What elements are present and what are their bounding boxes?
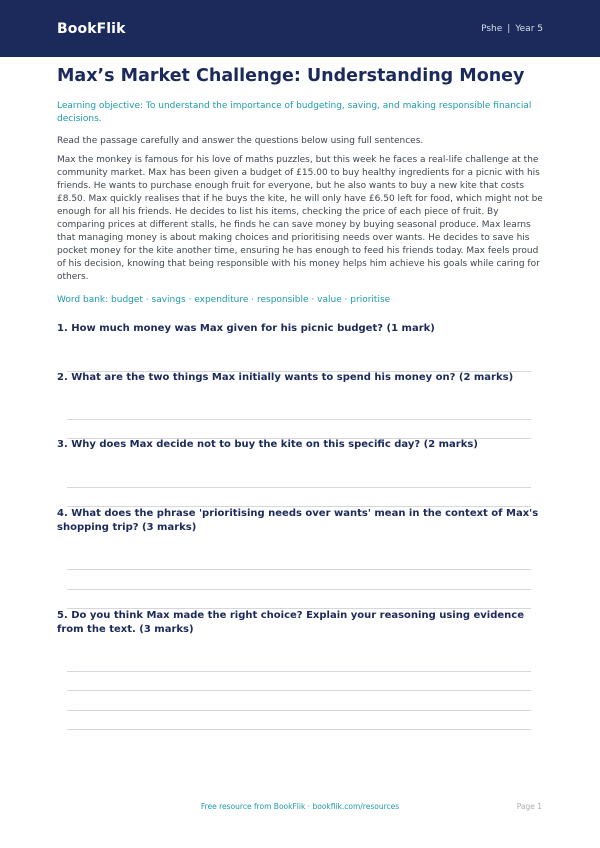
question-2: 2. What are the two things Max initially wants to spend his money on? (2 marks) xyxy=(57,372,514,383)
answer-line[interactable] xyxy=(67,690,531,691)
answer-line[interactable] xyxy=(67,419,531,420)
answer-line[interactable] xyxy=(67,710,531,711)
answer-line[interactable] xyxy=(67,487,531,488)
learning-objective: Learning objective: To understand the importance of budgeting, saving, and making responsible financial decisions. xyxy=(57,101,532,124)
header-bar xyxy=(0,0,600,57)
page-number: Page 1 xyxy=(516,802,542,811)
answer-line[interactable] xyxy=(67,729,531,730)
question-5: 5. Do you think Max made the right choice? Explain your reasoning using evidence from the text. (3 marks) xyxy=(57,610,524,635)
instructions: Read the passage carefully and answer the questions below using full sentences. xyxy=(57,136,424,146)
answer-line[interactable] xyxy=(67,569,531,570)
answer-line[interactable] xyxy=(67,671,531,672)
year-label: Year 5 xyxy=(515,23,543,34)
reading-passage: Max the monkey is famous for his love of maths puzzles, but this week he faces a real-life challenge at the community market. Max has been given a budget of £15.00 to buy healthy ingredients for a picnic with his friends. He wants to purchase enough fruit for everyone, but he also wants to buy a new kite that costs £8.50. Max quickly realises that if he buys the kite, he will only have £6.50 left for food, which might not be enough for all his friends. He decides to list his items, checking the price of each piece of fruit. By comparing prices at different stalls, he finds he can save money by buying seasonal produce. Max learns that managing money is about making choices and prioritising needs over wants. He decides to save his pocket money for the kite another time, ensuring he has enough to feed his friends today. Max feels proud of his decision, knowing that being responsible with his money helps him achieve his goals while caring for others. xyxy=(57,155,543,282)
word-bank: Word bank: budget · savings · expenditure · responsible · value · prioritise xyxy=(57,295,391,305)
question-4: 4. What does the phrase 'prioritising needs over wants' mean in the context of Max's shopping trip? (3 marks) xyxy=(57,508,539,533)
page-title: Max’s Market Challenge: Understanding Money xyxy=(57,66,525,86)
meta-separator: | xyxy=(507,23,511,34)
worksheet-intro xyxy=(57,65,543,307)
question-3: 3. Why does Max decide not to buy the kite on this specific day? (2 marks) xyxy=(57,439,478,450)
question-1: 1. How much money was Max given for his picnic budget? (1 mark) xyxy=(57,323,435,334)
subject-year-label xyxy=(481,24,543,34)
answer-line[interactable] xyxy=(67,589,531,590)
brand-logo[interactable]: BookFlik xyxy=(57,20,126,37)
footer-credit-link[interactable]: Free resource from BookFlik · bookflik.com/resources xyxy=(200,802,400,811)
subject-label: Pshe xyxy=(481,23,503,34)
